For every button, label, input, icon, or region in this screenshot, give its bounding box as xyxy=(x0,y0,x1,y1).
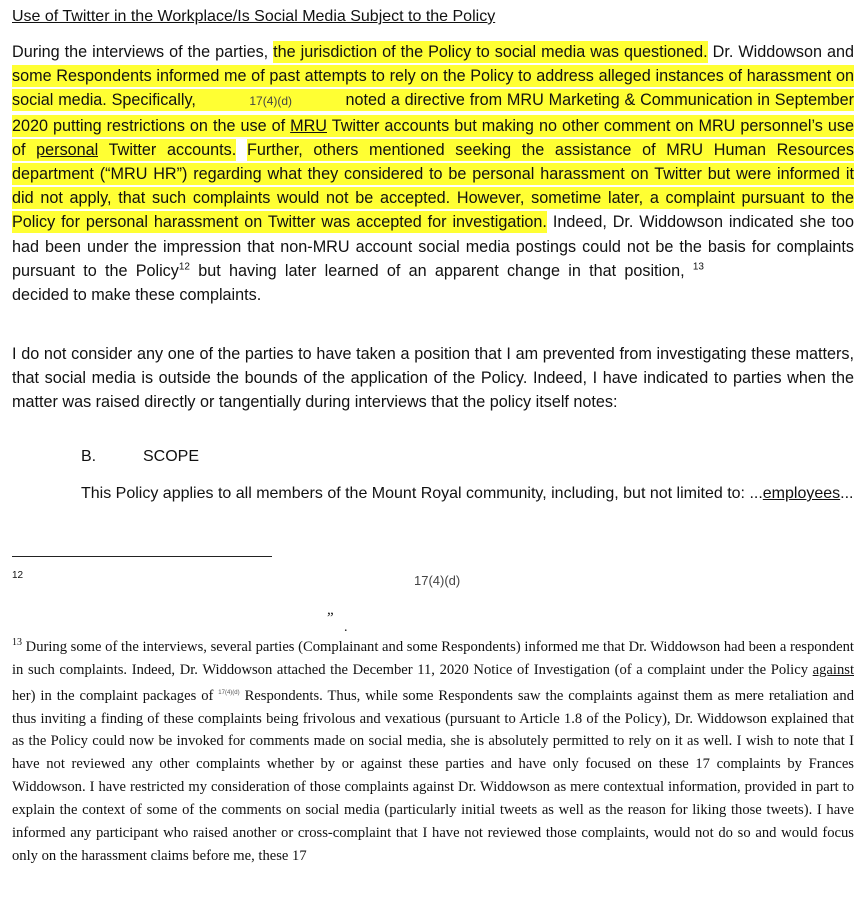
section-heading: Use of Twitter in the Workplace/Is Social Media Subject to the Policy xyxy=(12,8,496,25)
text-run: During some of the interviews, several parties (Complainant and some Respondents) informed me that Dr. Widdowson had been a respondent in such complaints. Indeed, Dr. Widdowson attached the December 11, 2020 Notice of Investigation (of a complaint under the Policy xyxy=(12,639,854,678)
text-run: decided to make these complaints. xyxy=(12,286,262,305)
redaction-label: 17(4)(d) xyxy=(249,94,293,109)
scope-heading xyxy=(81,448,199,466)
text-run xyxy=(236,141,247,159)
footnote-13-number: 13 xyxy=(12,637,22,649)
text-run: Indeed, Dr. Widdowson indicated she too had been under the impression that non-MRU account social media postings could not be the basis for complaints pursuant to the Policy xyxy=(12,213,854,280)
footnote-ref-12[interactable]: 12 xyxy=(178,261,190,273)
underlined-text: MRU xyxy=(290,116,327,135)
scope-title: SCOPE xyxy=(143,448,200,465)
highlighted-text: Twitter accounts. xyxy=(98,140,237,159)
highlighted-text: the jurisdiction of the Policy to social media was questioned. xyxy=(273,43,708,61)
redaction-label: 17(4)(d) xyxy=(414,573,461,588)
underlined-text: personal xyxy=(36,140,99,159)
highlighted-text: Further, others mentioned seeking the assistance of MRU Human Resources department (“MRU HR”) regarding what they considered to be personal harassment on Twitter but were informed it did not apply, that such complaints would not be accepted. However, sometime later, a complaint pursuant to the Policy for personal harassment on Twitter was accepted for investigation. xyxy=(12,140,854,232)
scope-number: B. xyxy=(81,448,97,465)
footnote-ref-13[interactable]: 13 xyxy=(692,261,704,273)
paragraph-jurisdiction xyxy=(12,40,854,307)
footnote-separator xyxy=(12,556,272,557)
text-run: but having later learned of an apparent change in that position, xyxy=(190,261,693,280)
footnote-12-number: 12 xyxy=(12,570,24,581)
scope-quote xyxy=(81,482,856,506)
text-run: During the interviews of the parties, xyxy=(12,43,274,61)
text-run: ... xyxy=(840,485,854,502)
text-run: her) in the complaint packages of xyxy=(12,687,219,704)
text-run: This Policy applies to all members of the Mount Royal community, including, but not limited to: ... xyxy=(81,485,763,502)
highlighted-text: noted a directive from MRU Marketing & Communication in September 2020 putting restrictions on the use of xyxy=(12,91,854,135)
paragraph-position: I do not consider any one of the parties to have taken a position that I am prevented from investigating these matters, that social media is outside the bounds of the application of the Policy. Indeed, I have indicated to parties when the matter was raised directly or tangentially during interviews that the policy itself notes: xyxy=(12,345,854,412)
text-run: Dr. Widdowson and xyxy=(707,43,854,61)
underlined-text: against xyxy=(812,661,854,678)
footnote-12-quote-mark: ” xyxy=(327,610,334,626)
highlighted-text: some Respondents informed me of past attempts to rely on the Policy to address alleged instances of harassment on social media. Specifically, xyxy=(12,67,854,110)
footnote-13 xyxy=(12,636,854,868)
underlined-text: employees xyxy=(762,485,841,502)
footnote-12-period: . xyxy=(344,620,348,635)
text-run: Respondents. Thus, while some Respondents saw the complaints against them as mere retaliation and thus inviting a finding of these complaints being frivolous and vexatious (pursuant to Article 1.8 of the Policy), Dr. Widdowson explained that as the Policy could now be invoked for comments made on social media, she is absolutely permitted to rely on it as well. I wish to note that I have not reviewed any other complaints whether by or against these parties and have only focused on these 17 complaints by Frances Widdowson. I have restricted my consideration of those complaints against Dr. Widdowson as mere contextual information, provided in part to explain the context of some of the comments on social media (particularly initial tweets as well as the reason for liking those tweets). I have informed any participant who raised another or cross-complaint that I have not reviewed those complaints, would not do so and would focus only on the harassment claims before me, these 17 xyxy=(12,687,854,865)
highlighted-text: Twitter accounts but making no other comment on MRU personnel’s use of xyxy=(12,116,854,159)
redaction-label: 17(4)(d) xyxy=(218,689,240,696)
